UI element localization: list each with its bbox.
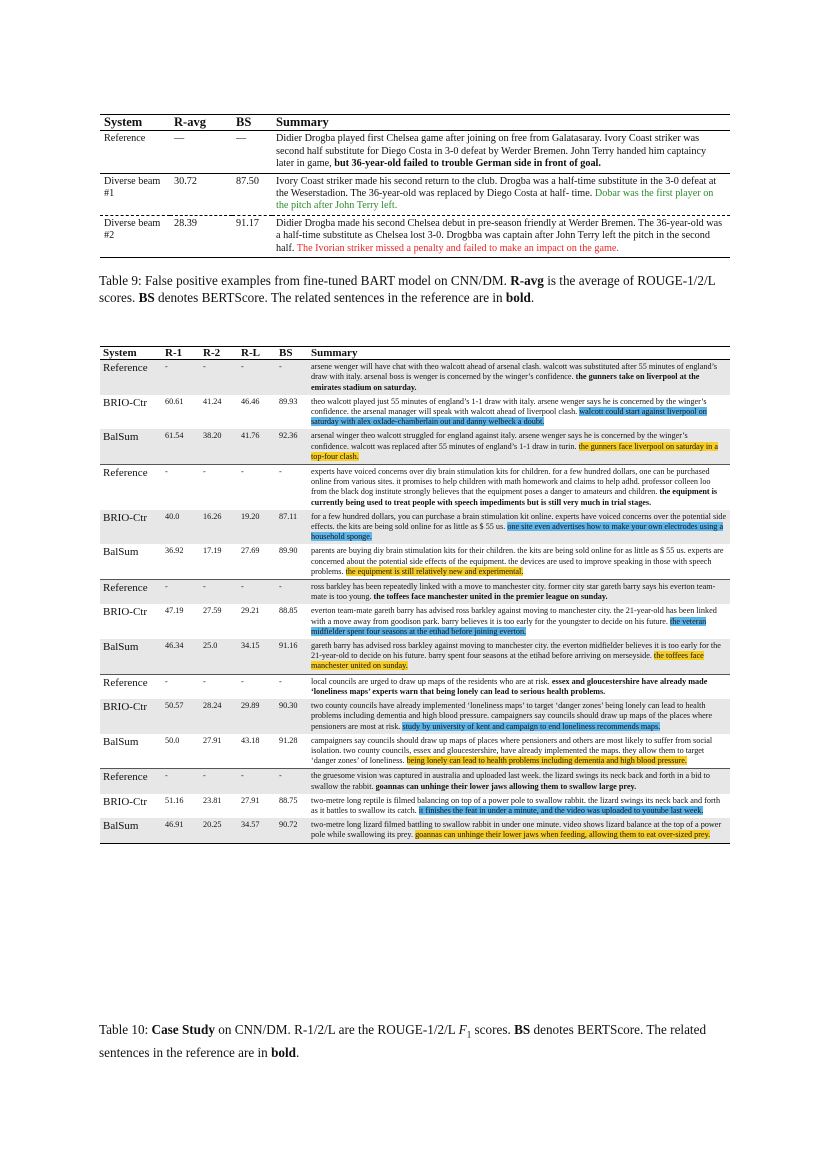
system-cell: Reference [100,674,162,699]
bs-cell: 91.17 [236,217,259,229]
table-9-header [100,115,730,131]
summary-cell [308,544,730,579]
system-cell: BalSum [100,639,162,674]
bs-cell: - [276,465,308,510]
r2-cell: 23.81 [203,795,222,805]
rl-cell: - [238,360,276,395]
yellow-highlight-sentence: the toffees face manchester united on sunday. [311,651,704,671]
caption-bold: bold [271,1044,297,1060]
caption-text: denotes BERTScore. The related sentences in the reference are in [99,1022,707,1060]
table-10-header [100,347,730,360]
summary-text: for a few hundred dollars, you can purchase a brain stimulation kit online. experts have voiced concerns over the potential side effects. the kits are being sold online for as little as $ 55 us. [311,511,727,532]
table-row [100,395,730,430]
red-sentence: The Ivorian striker missed a penalty and failed to make an impact on the game. [296,242,619,254]
summary-cell [272,215,730,257]
summary-cell [308,699,730,734]
green-sentence: Dobar was the first player on the pitch after John Terry left. [276,188,714,212]
r2-cell: 38.20 [200,429,238,464]
blue-highlight-sentence: the veteran midfielder spent four seasons at the etihad before joining everton. [311,616,707,636]
system-cell: BRIO-Ctr [100,510,162,545]
table-row [100,604,730,639]
reference-bold-sentence: essex and gloucestershire have already made ‘loneliness maps’ experts warn that being lonely can lead to serious health problems. [311,676,708,696]
system-cell: Reference [100,769,162,794]
col-summary: Summary [276,115,329,129]
col-rl: R-L [241,347,260,359]
r1-cell: 50.57 [162,699,200,734]
rl-cell: 19.20 [238,510,276,545]
caption-text: on CNN/DM. R-1/2/L are the ROUGE-1/2/L [214,1022,459,1037]
system-cell: Reference [100,360,162,395]
summary-cell [308,360,730,395]
ravg-cell: — [170,131,232,173]
system-cell: Diverse beam #1 [100,173,170,215]
rl-cell: 46.46 [241,396,260,406]
bs-cell: - [276,674,308,699]
table-row [100,818,730,843]
summary-cell [308,395,730,430]
summary-text: gareth barry has advised ross barkley against moving to manchester city. the everton midfielder believes it is too early for the 21-year-old to decide on his future. barry spent four seasons at the etihad before arriving on merseyside. [311,641,721,661]
table-row [100,580,730,605]
blue-highlight-sentence: it finishes the feat in under a minute, and the video was uploaded to youtube last week. [418,805,704,815]
summary-text: experts have voiced concerns over diy brain stimulation kits for children. for a few hundred dollars, one can be purchased online from various sites. it promises to help children with math homework and claims to help adhd. professor colleen loo from the black dog institute strongly believes that the equipment poses a danger to amateurs and children. [311,467,711,497]
caption-text: . [296,1044,300,1060]
r1-cell: - [162,360,200,395]
summary-cell [308,769,730,794]
ravg-cell: 28.39 [174,217,197,229]
summary-text: Ivory Coast striker made his second return to the club. Drogba was a half-time substitute in the 3-0 defeat at the Weserstadion. The 36-year-old was replaced by Diego Costa at half- time. [276,175,717,200]
r1-cell: 46.91 [162,818,200,843]
system-cell: Reference [100,465,162,510]
summary-text: ross barkley has been repeatedly linked with a move to manchester city. former city star gareth barry says his everton team-mate is too young. [311,582,716,602]
table-row [100,769,730,794]
yellow-highlight-sentence: goannas can unhinge their lower jaws when feeding, allowing them to eat over-sized prey. [415,830,711,840]
system-cell: BRIO-Ctr [103,396,147,409]
table-row [100,429,730,464]
rl-cell: - [238,465,276,510]
summary-cell [308,465,730,510]
caption-math-sub: 1 [466,1029,472,1040]
yellow-highlight-sentence: being lonely can lead to health problems including dementia and high blood pressure. [406,756,687,766]
r2-cell: 16.26 [200,510,238,545]
caption-text: is the average of ROUGE-1/2/L scores. [99,273,716,305]
bs-cell: 88.85 [279,606,298,616]
system-cell: Reference [100,580,162,605]
table-row [100,510,730,545]
system-cell: BalSum [100,429,162,464]
caption-math: F [458,1022,467,1037]
r1-cell: 50.0 [165,735,180,745]
r2-cell: 25.0 [200,639,238,674]
r2-cell: - [200,360,238,395]
system-cell: BRIO-Ctr [100,699,162,734]
bs-cell: 91.28 [279,735,298,745]
r2-cell: 27.91 [203,735,222,745]
col-r2: R-2 [203,347,221,359]
col-r1: R-1 [165,347,183,359]
summary-text: two-metre long lizard filmed battling to swallow rabbit in under one minute. video shows lizard balance at the top of a power pole while swallowing its prey. [311,820,722,840]
summary-cell [308,429,730,464]
rl-cell: 41.76 [238,429,276,464]
reference-bold-sentence: goannas can unhinge their lower jaws allowing them to swallow large prey. [375,781,637,791]
table-9 [100,114,730,258]
summary-cell [272,173,730,215]
bs-cell: - [276,769,308,794]
summary-text: local councils are urged to draw up maps of the residents who are at risk. [311,676,552,686]
bs-cell: 91.16 [276,639,308,674]
r1-cell: - [162,769,200,794]
table-row [100,173,730,215]
r2-cell: 27.59 [203,606,222,616]
caption-bold: R-avg [510,273,544,288]
r2-cell: 17.19 [203,546,222,556]
r2-cell: - [200,674,238,699]
summary-text: two-metre long reptile is filmed balancing on top of a power pole to swallow rabbit. the lizard swings its neck back and forth as it battles to swallow its catch. [311,795,721,815]
blue-highlight-sentence: one site even advertises how to make your own electrodes using a household sponge. [311,522,724,542]
caption-bold: bold [505,290,531,305]
table-row [100,544,730,579]
summary-text: two county councils have already implemented ‘loneliness maps’ to target ‘danger zones’ being lonely can lead to health problems including dementia and high blood pressure. campaigners say councils should draw up maps of the places where pensioners are most at risk. [311,701,713,731]
summary-text: the gruesome vision was captured in australia and uploaded last week. the lizard swings its neck back and forth in a bid to swallow the rabbit. [311,771,711,791]
yellow-highlight-sentence: the gunners face liverpool on saturday in a top-four clash. [311,441,718,461]
table-row [100,360,730,395]
rl-cell: - [238,769,276,794]
rl-cell: - [238,674,276,699]
rl-cell: 29.21 [241,606,260,616]
r1-cell: 51.16 [165,795,184,805]
bs-cell: 90.72 [276,818,308,843]
r1-cell: 61.54 [162,429,200,464]
table-row [100,639,730,674]
summary-cell [308,580,730,605]
summary-cell [272,131,730,173]
r1-cell: 46.34 [162,639,200,674]
summary-text: arsenal winger theo walcott struggled for england against italy. arsene wenger says he is concerned by the winger’s confidence. walcott was replaced after 55 minutes of england’s 1-1 draw in turin. [311,431,688,451]
r2-cell: 28.24 [200,699,238,734]
table-row [100,734,730,769]
summary-cell [308,818,730,843]
caption-text: scores. [471,1022,515,1037]
summary-cell [308,794,730,818]
summary-cell [308,639,730,674]
r1-cell: 40.0 [162,510,200,545]
summary-cell [308,510,730,545]
col-bs: BS [279,347,293,359]
table-9-caption [99,272,731,306]
caption-text: . [530,290,535,305]
rl-cell: - [238,580,276,605]
system-cell: BalSum [103,546,139,559]
reference-bold-sentence: the equipment is currently being used to treat people with speech impediments but is still very much in trial stages. [311,487,718,507]
rl-cell: 27.69 [241,546,260,556]
r1-cell: 60.61 [165,396,184,406]
table-row [100,699,730,734]
system-cell: BalSum [100,818,162,843]
caption-text: False positive examples from fine-tuned BART model on CNN/DM. [141,273,511,288]
table-row [100,794,730,818]
r1-cell: - [162,580,200,605]
summary-text: arsene wenger will have chat with theo walcott ahead of arsenal clash. walcott was substituted after 55 minutes of england’s draw with italy. arsenal boss is wenger is concerned by the winger’s confidence. [311,362,718,382]
system-cell: BRIO-Ctr [103,606,147,619]
caption-bold: BS [514,1022,531,1037]
bs-cell: 87.11 [276,510,308,545]
bs-cell: 92.36 [276,429,308,464]
summary-text: campaigners say councils should draw up maps of places where pensioners and others are most likely to suffer from social isolation. two county councils, essex and gloucestershire, have already implemented the maps. they allow them to target ‘danger zones’ of loneliness. [311,735,713,766]
summary-text: Didier Drogba made his second Chelsea debut in pre-season friendly at Werder Bremen. The 36-year-old was a half-time substitute as Chelsea lost 3-0. Drogbba was captain after John Terry left the pitch in the second half. [276,217,723,254]
col-summary: Summary [311,347,358,359]
r1-cell: 36.92 [165,546,184,556]
summary-text: Didier Drogba played first Chelsea game after joining on free from Galatasaray. Ivory Coast striker was second half substitute for Diego Costa in 3-0 defeat by Werder Bremen. John Terry handed him captaincy later in game, [276,133,707,170]
bs-cell: - [276,580,308,605]
caption-bold: BS [138,290,155,305]
r1-cell: - [162,465,200,510]
bs-cell: 90.30 [276,699,308,734]
summary-cell [308,604,730,639]
system-cell: BalSum [103,735,139,748]
system-cell: Reference [100,131,170,173]
col-system: System [103,347,137,359]
r2-cell: 41.24 [203,396,222,406]
table-10-body [100,360,730,843]
yellow-highlight-sentence: the equipment is still relatively new and experimental. [345,566,524,576]
summary-cell [308,674,730,699]
rl-cell: 34.57 [238,818,276,843]
reference-bold-sentence: the gunners take on liverpool at the emirates stadium on saturday. [311,372,700,392]
table-row [100,465,730,510]
table-row [100,674,730,699]
caption-label: Table 9: [99,273,142,288]
system-cell: Diverse beam #2 [104,217,161,242]
col-bs: BS [236,115,252,129]
rl-cell: 27.91 [241,795,260,805]
system-cell: BRIO-Ctr [103,795,147,808]
rl-cell: 43.18 [241,735,260,745]
rl-cell: 29.89 [238,699,276,734]
blue-highlight-sentence: walcott could start against liverpool on saturday with alex oxlade-chamberlain out and danny welbeck a doubt. [311,407,707,427]
summary-text: parents are buying diy brain stimulation kits for their children. the kits are being sold online for as little as $ 55 us. experts are concerned about the potential side effects of the equipment. the devices are used to improve speaking in those with speech problems. [311,546,724,576]
blue-highlight-sentence: study by university of kent and campaign to end loneliness recommends maps. [402,721,661,731]
r1-cell: 47.19 [165,606,184,616]
table-10-caption [99,1021,731,1061]
rl-cell: 34.15 [238,639,276,674]
bs-cell: - [276,360,308,395]
bs-cell: 89.90 [279,546,298,556]
bs-cell: 89.93 [279,396,298,406]
r2-cell: 20.25 [200,818,238,843]
r2-cell: - [200,580,238,605]
table-row [100,131,730,173]
summary-text: everton team-mate gareth barry has advised ross barkley against moving to manchester city. the 21-year-old has been linked with a move away from goodison park. barry believes it is too early for the youngster to decide on his future. [311,606,717,626]
summary-cell [308,734,730,769]
bs-cell: — [232,131,272,173]
caption-text: denotes BERTScore. The related sentences in the reference are in [154,290,506,305]
caption-label: Table 10: [99,1022,149,1037]
bs-cell: 88.75 [279,795,298,805]
r1-cell: - [162,674,200,699]
r2-cell: - [200,769,238,794]
col-system: System [104,115,143,129]
table-row [100,215,730,257]
caption-bold: Case Study [151,1022,215,1037]
table-10 [100,346,730,844]
summary-text: theo walcott played just 55 minutes of england’s 1-1 draw with italy. arsene wenger says he is concerned by the winger’s confidence. the arsenal manager will speak with walcott ahead of liverpool clash. [311,396,707,417]
ravg-cell: 30.72 [170,173,232,215]
r2-cell: - [200,465,238,510]
bs-cell: 87.50 [232,173,272,215]
reference-bold-sentence: the toffees face manchester united in the premier league on sunday. [373,592,608,602]
reference-bold-sentence: but 36-year-old failed to trouble German side in front of goal. [334,158,601,170]
col-ravg: R-avg [174,115,206,129]
